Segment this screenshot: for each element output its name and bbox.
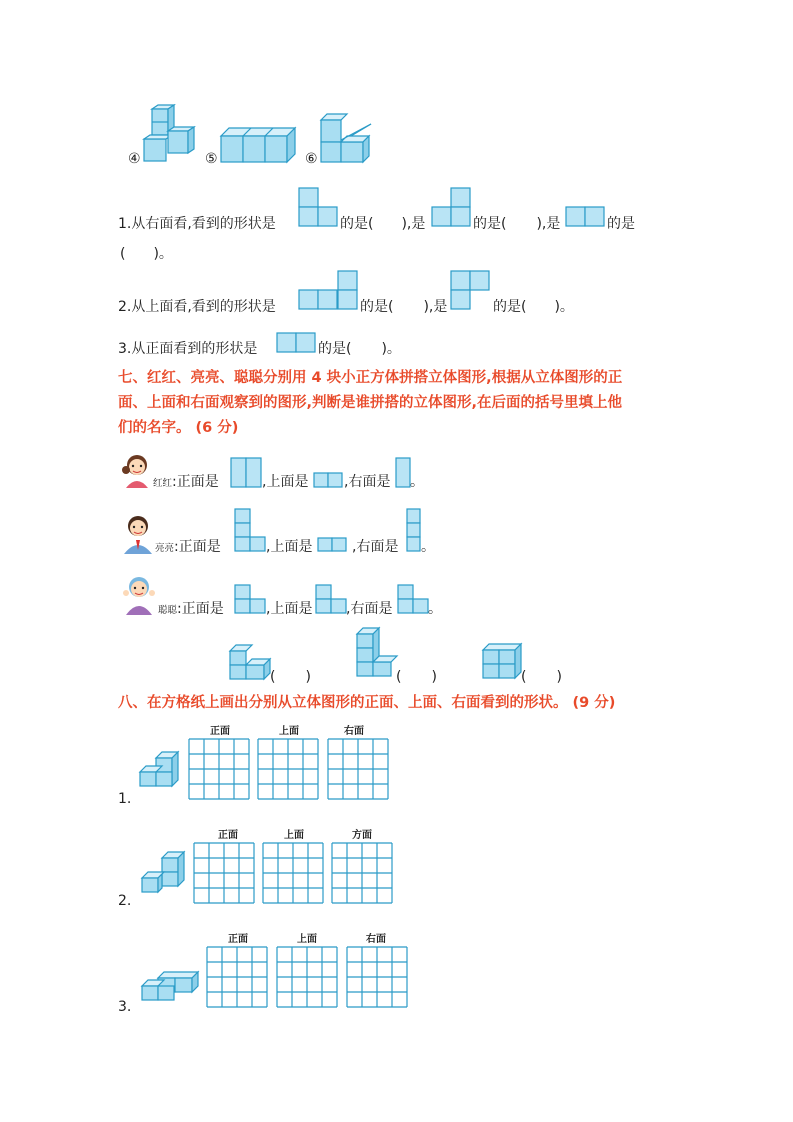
q1-shape-1 (298, 187, 340, 229)
q2-blank-2 (493, 298, 574, 316)
q1-text-f: 的是 (607, 216, 635, 232)
q3-shape (276, 332, 318, 354)
q1-shape-2 (431, 187, 473, 229)
q1-text-b: 的是( (340, 216, 374, 232)
honghong-text-a: :正面是 (172, 474, 219, 490)
q1-line2 (120, 245, 173, 263)
assembly-1-close: ) (305, 669, 311, 685)
liangliang-text-c: ,右面是 (352, 539, 399, 555)
congcong-text-d: 。 (428, 601, 442, 617)
q8-2-label-right: 方面 (352, 830, 372, 841)
liangliang-avatar (120, 512, 156, 554)
honghong-text-c: ,右面是 (344, 474, 391, 490)
liangliang-line (155, 538, 221, 558)
q8-1-label-top: 上面 (279, 726, 299, 737)
assembly-2-open: ( (396, 669, 402, 685)
honghong-name: 红红 (153, 478, 173, 489)
q8-3-label-right: 右面 (366, 934, 386, 945)
q3-text-b: 的是( (318, 341, 352, 357)
figure-5-cubes (221, 126, 301, 166)
liangliang-front-shape (234, 508, 268, 554)
liangliang-text-b: ,上面是 (266, 539, 313, 555)
honghong-top-shape (313, 472, 345, 489)
honghong-right-shape (395, 457, 411, 489)
congcong-right-shape (397, 584, 431, 616)
section7-line3: 们的名字。 (6 分) (118, 420, 239, 436)
congcong-text-b: ,上面是 (266, 601, 313, 617)
q3-number: 3. (118, 341, 132, 357)
honghong-front-shape (230, 457, 264, 489)
honghong-text-d: 。 (410, 474, 424, 490)
q8-1-grid-top[interactable] (257, 738, 319, 800)
assembly-3-close: ) (556, 669, 562, 685)
q2-line (118, 298, 276, 316)
q8-1-label-front: 正面 (210, 726, 230, 737)
q1-blank-2 (473, 215, 560, 233)
q1-blank-1 (340, 215, 425, 233)
q2-shape-2 (450, 270, 492, 312)
assembly-1-cubes (230, 643, 274, 683)
q8-1-label-right: 右面 (344, 726, 364, 737)
congcong-avatar (122, 573, 156, 615)
section7-line2: 面、上面和右面观察到的图形,判断是谁拼搭的立体图形,在后面的括号里填上他 (118, 395, 623, 411)
q8-1-grid-front[interactable] (188, 738, 250, 800)
q8-2-number: 2. (118, 893, 132, 909)
liangliang-text-d: 。 (421, 539, 435, 555)
congcong-line (158, 600, 224, 620)
q8-3-number: 3. (118, 999, 132, 1015)
q2-text-d: 的是( (493, 299, 527, 315)
assembly-3-open: ( (521, 669, 527, 685)
congcong-front-shape (234, 584, 268, 616)
q1-text-e: ),是 (536, 216, 561, 232)
q2-blank-1 (360, 298, 447, 316)
q1-number: 1. (118, 216, 132, 232)
liangliang-name: 亮亮 (155, 543, 175, 554)
q2-text-a: 从上面看,看到的形状是 (131, 299, 276, 315)
q1-shape-3 (565, 206, 607, 228)
figure-5-label: ⑤ (205, 151, 218, 167)
q8-1-number: 1. (118, 791, 132, 807)
liangliang-right-shape (406, 508, 422, 554)
q3-text-c: )。 (381, 341, 401, 357)
q8-2-grid-right[interactable] (331, 842, 393, 904)
q8-3-cubes (140, 972, 200, 1002)
congcong-name: 聪聪 (158, 605, 178, 616)
liangliang-text-a: :正面是 (174, 539, 221, 555)
assembly-1-answer[interactable] (270, 668, 311, 686)
congcong-text-a: :正面是 (177, 601, 224, 617)
assembly-2-close: ) (431, 669, 437, 685)
honghong-avatar (120, 452, 154, 488)
q3-blank (318, 340, 401, 358)
q1-text-a: 从右面看,看到的形状是 (131, 216, 276, 232)
q3-line (118, 340, 257, 358)
q1-text-g: ( (120, 246, 126, 262)
q8-2-label-front: 正面 (218, 830, 238, 841)
assembly-2-cubes (357, 626, 401, 682)
section7-line1: 七、红红、亮亮、聪聪分别用 4 块小正方体拼搭立体图形,根据从立体图形的正 (118, 370, 623, 386)
figure-6-cubes (321, 110, 381, 166)
q8-3-grid-right[interactable] (346, 946, 408, 1008)
liangliang-top-shape (317, 537, 349, 553)
q2-shape-1 (298, 270, 360, 312)
q8-3-label-top: 上面 (297, 934, 317, 945)
q2-text-c: ),是 (423, 299, 448, 315)
assembly-3-answer[interactable] (521, 668, 562, 686)
q8-1-cubes (140, 750, 184, 790)
q8-3-grid-front[interactable] (206, 946, 268, 1008)
q8-3-label-front: 正面 (228, 934, 248, 945)
q8-2-cubes (140, 850, 186, 898)
congcong-text-c: ,右面是 (346, 601, 393, 617)
figure-4-label: ④ (128, 151, 141, 167)
q8-2-grid-top[interactable] (262, 842, 324, 904)
section8-title: 八、在方格纸上画出分别从立体图形的正面、上面、右面看到的形状。 (9 分) (118, 695, 616, 711)
honghong-text-b: ,上面是 (262, 474, 309, 490)
q8-2-label-top: 上面 (284, 830, 304, 841)
q2-text-e: )。 (554, 299, 574, 315)
q1-line (118, 215, 276, 233)
q2-number: 2. (118, 299, 132, 315)
q3-text-a: 从正面看到的形状是 (131, 341, 258, 357)
q8-2-grid-front[interactable] (193, 842, 255, 904)
figure-6-label: ⑥ (305, 151, 318, 167)
assembly-2-answer[interactable] (396, 668, 437, 686)
honghong-line (153, 473, 219, 493)
q8-3-grid-top[interactable] (276, 946, 338, 1008)
q8-1-grid-right[interactable] (327, 738, 389, 800)
figure-4-cubes (144, 105, 204, 165)
q1-text-d: 的是( (473, 216, 507, 232)
q2-text-b: 的是( (360, 299, 394, 315)
assembly-1-open: ( (270, 669, 276, 685)
congcong-top-shape (315, 584, 349, 616)
q1-text-h: )。 (153, 246, 173, 262)
q1-text-c: ),是 (401, 216, 426, 232)
